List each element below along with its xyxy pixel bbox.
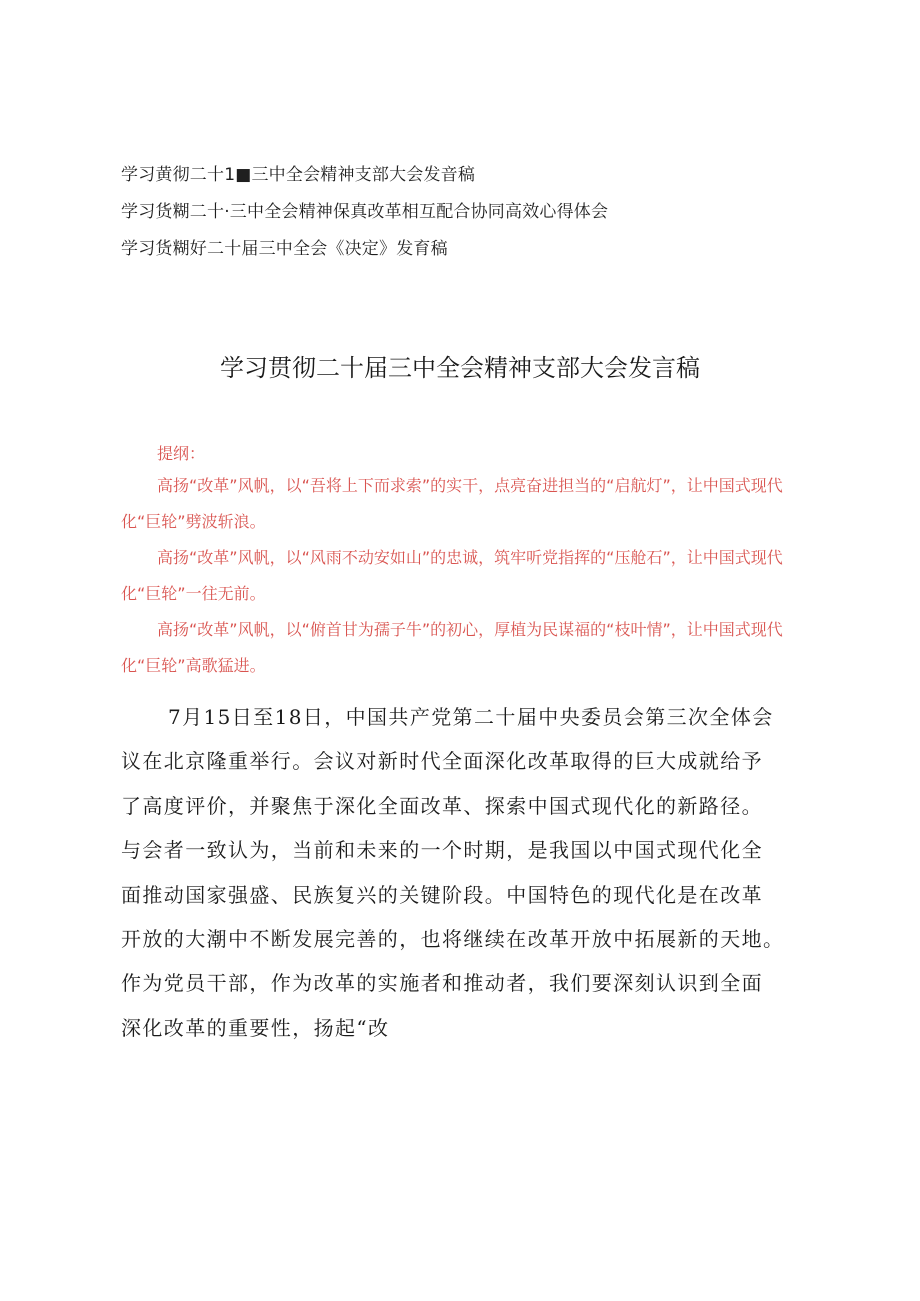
toc-item: 学习货糊好二十届三中全会《决定》发育稿 — [121, 239, 448, 259]
body-line: 作为党员干部，作为改革的实施者和推动者，我们要深刻认识到全面 — [121, 971, 763, 996]
toc-item: 学习黄彻二十1■三中全会精神支部大会发音稿 — [121, 165, 476, 185]
outline-point: 高扬“改革”风帆，以“俯首甘为孺子牛”的初心，厚植为民谋福的“枝叶情”，让中国式现代化“巨轮”高歌猛进。 — [121, 620, 783, 675]
body-line: 议在北京隆重举行。会议对新时代全面深化改革取得的巨大成就给予 — [121, 749, 763, 774]
body-line: 了高度评价，并聚焦于深化全面改革、探索中国式现代化的新路径。 — [121, 793, 763, 818]
table-of-contents — [121, 157, 821, 268]
body-line: 深化改革的重要性，扬起“改 — [121, 1015, 390, 1040]
toc-item: 学习货糊二十·三中全会精神保真改革相互配合协同高效心得体会 — [121, 202, 609, 222]
body-line: 7月15日至18日，中国共产党第二十届中央委员会第三次全体会 — [168, 705, 774, 729]
body-line: 面推动国家强盛、民族复兴的关键阶段。中国特色的现代化是在改革 — [121, 882, 763, 907]
body-paragraph — [121, 695, 809, 1050]
body-line: 开放的大潮中不断发展完善的，也将继续在改革开放中拓展新的天地。 — [121, 926, 785, 951]
outline-label: 提纲： — [157, 444, 206, 463]
outline-point: 高扬“改革”风帆，以“风雨不动安如山”的忠诚，筑牢听党指挥的“压舱石”，让中国式现代化“巨轮”一往无前。 — [121, 548, 783, 603]
outline-point: 高扬“改革”风帆，以“吾将上下而求索”的实干，点亮奋进担当的“启航灯”，让中国式现代化“巨轮”劈波斩浪。 — [121, 476, 783, 531]
body-line: 与会者一致认为，当前和未来的一个时期，是我国以中国式现代化全 — [121, 838, 763, 863]
page-title: 学习贯彻二十届三中全会精神支部大会发言稿 — [220, 354, 700, 383]
outline-section — [121, 440, 811, 684]
